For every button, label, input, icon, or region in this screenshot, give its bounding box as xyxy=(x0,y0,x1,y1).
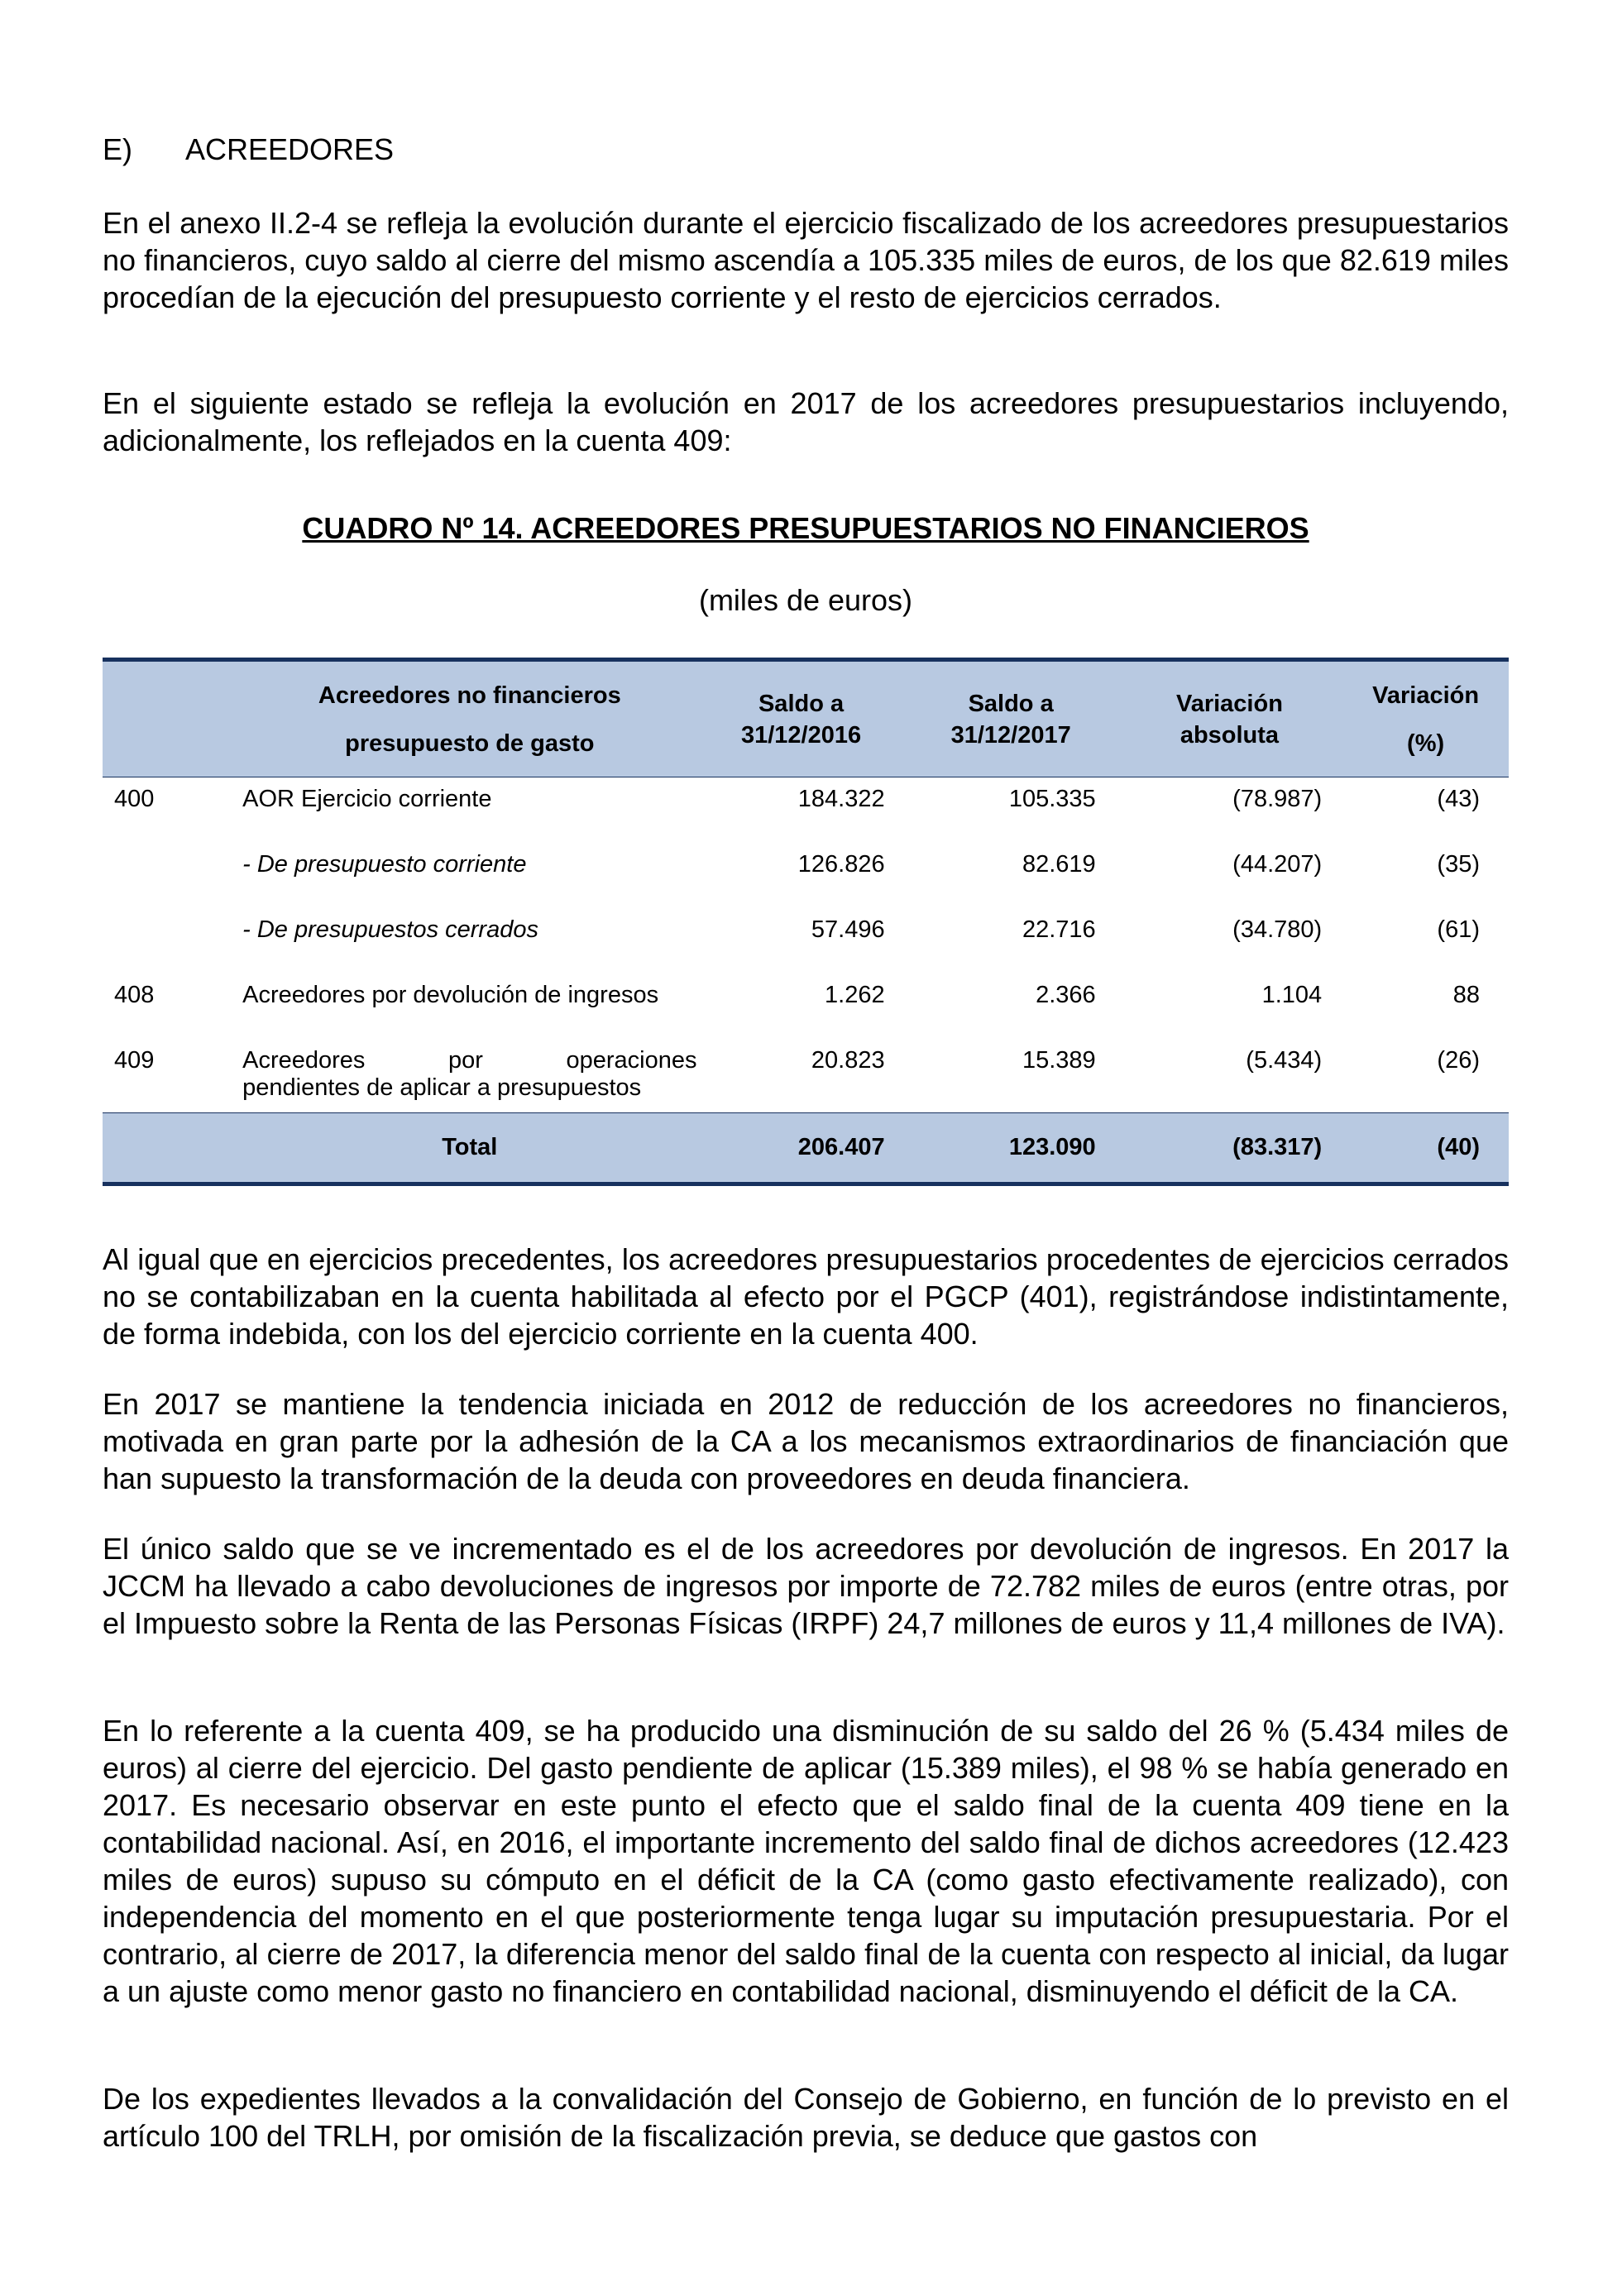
header-description-line2: presupuesto de gasto xyxy=(345,729,595,757)
row-saldo-2016: 20.823 xyxy=(811,1046,885,1074)
total-label: Total xyxy=(242,1113,696,1184)
row-description: - De presupuestos cerrados xyxy=(242,916,538,943)
total-saldo-2017: 123.090 xyxy=(906,1113,1117,1184)
row-variacion-pct: (61) xyxy=(1437,916,1480,943)
paragraph-2: En el siguiente estado se refleja la evolución en 2017 de los acreedores presupuestarios incluyendo, adicionalmente, los reflejados en la cuenta 409: xyxy=(103,386,1509,457)
row-variacion-absoluta: (5.434) xyxy=(1246,1046,1323,1074)
header-saldo-2016-line2: 31/12/2016 xyxy=(740,721,862,749)
header-variacion-pct-line2: (%) xyxy=(1407,729,1445,757)
paragraph-3: Al igual que en ejercicios precedentes, los acreedores presupuestarios procedentes de ejercicios cerrados no se contabilizaban en la cuenta habilitada al efecto por el PGCP (401), registrándose indistintamente, de forma indebida, con los del ejercicio corriente en la cuenta 400. xyxy=(103,1242,1509,1351)
header-saldo-2016 xyxy=(696,660,905,777)
total-code xyxy=(103,1113,242,1184)
row-variacion-absoluta: 1.104 xyxy=(1261,981,1323,1008)
table-total-row xyxy=(103,1113,1509,1184)
row-saldo-2017: 82.619 xyxy=(1022,850,1096,878)
row-saldo-2017: 2.366 xyxy=(1036,981,1096,1008)
section-heading xyxy=(103,132,394,167)
row-variacion-pct: (26) xyxy=(1437,1046,1480,1074)
table-row xyxy=(103,1039,1509,1113)
table-header-row xyxy=(103,660,1509,777)
row-saldo-2016: 184.322 xyxy=(797,786,885,812)
total-variacion-absoluta: (83.317) xyxy=(1117,1113,1343,1184)
header-saldo-2016-line1: Saldo a xyxy=(758,690,845,717)
row-code: 408 xyxy=(114,981,155,1008)
table-unit: (miles de euros) xyxy=(698,583,913,617)
header-variacion-absoluta-line2: absoluta xyxy=(1180,721,1280,749)
row-variacion-pct: (35) xyxy=(1437,850,1480,878)
total-variacion-pct: (40) xyxy=(1342,1113,1509,1184)
header-variacion-pct xyxy=(1342,660,1509,777)
header-saldo-2017-line1: Saldo a xyxy=(968,690,1054,717)
paragraph-6: En lo referente a la cuenta 409, se ha producido una disminución de su saldo del 26 % (5.434 miles de euros) al cierre del ejercicio. Del gasto pendiente de aplicar (15.389 miles), el 98 % se había generado en 2017. Es necesario observar en este punto el efecto que el saldo final de la cuenta 409 tiene en la contabilidad nacional. Así, en 2016, el importante incremento del saldo final de dichos acreedores (12.423 miles de euros) supuso su cómputo en el déficit de la CA (como gasto efectivamente realizado), con independencia del momento en el que posteriormente tenga lugar su imputación presupuestaria. Por el contrario, al cierre de 2017, la diferencia menor del saldo final de la cuenta con respecto al inicial, da lugar a un ajuste como menor gasto no financiero en contabilidad nacional, disminuyendo el déficit de la CA. xyxy=(103,1714,1509,2008)
row-variacion-pct: (43) xyxy=(1437,786,1480,812)
section-title: ACREEDORES xyxy=(185,132,395,166)
total-saldo-2016: 206.407 xyxy=(696,1113,905,1184)
row-saldo-2016: 126.826 xyxy=(797,850,885,878)
row-description-line2: pendientes de aplicar a presupuestos xyxy=(242,1074,642,1101)
header-saldo-2017 xyxy=(906,660,1117,777)
row-variacion-absoluta: (34.780) xyxy=(1232,916,1323,943)
row-saldo-2017: 22.716 xyxy=(1022,916,1096,943)
paragraph-1: En el anexo II.2-4 se refleja la evolución durante el ejercicio fiscalizado de los acreedores presupuestarios no financieros, cuyo saldo al cierre del mismo ascendía a 105.335 miles de euros, de los que 82.619 miles procedían de la ejecución del presupuesto corriente y el resto de ejercicios cerrados. xyxy=(103,206,1509,314)
header-code xyxy=(103,660,242,777)
row-saldo-2017: 105.335 xyxy=(1008,786,1096,812)
paragraph-7: De los expedientes llevados a la convalidación del Consejo de Gobierno, en función de lo previsto en el artículo 100 del TRLH, por omisión de la fiscalización previa, se deduce que gastos con xyxy=(103,2082,1509,2153)
header-description xyxy=(242,660,696,777)
row-description: Acreedores por devolución de ingresos xyxy=(242,981,659,1008)
row-code: 400 xyxy=(114,786,155,812)
table-row xyxy=(103,777,1509,843)
paragraph-4: En 2017 se mantiene la tendencia iniciada en 2012 de reducción de los acreedores no financieros, motivada en gran parte por la adhesión de la CA a los mecanismos extraordinarios de financiación que han supuesto la transformación de la deuda con proveedores en deuda financiera. xyxy=(103,1387,1509,1495)
header-variacion-pct-line1: Variación xyxy=(1372,682,1480,709)
row-description-line1: Acreedores por operaciones xyxy=(242,1046,697,1074)
row-variacion-absoluta: (44.207) xyxy=(1232,850,1323,878)
row-description: AOR Ejercicio corriente xyxy=(242,786,492,812)
row-variacion-absoluta: (78.987) xyxy=(1232,786,1323,812)
row-variacion-pct: 88 xyxy=(1452,981,1480,1008)
acreedores-table xyxy=(103,658,1509,1186)
section-number: E) xyxy=(103,132,132,166)
header-description-line1: Acreedores no financieros xyxy=(318,682,621,709)
table-row xyxy=(103,973,1509,1039)
row-saldo-2016: 57.496 xyxy=(811,916,885,943)
row-code xyxy=(103,843,242,908)
table-title: CUADRO Nº 14. ACREEDORES PRESUPUESTARIOS NO FINANCIEROS xyxy=(302,511,1309,545)
row-description: - De presupuesto corriente xyxy=(242,850,527,878)
paragraph-5: El único saldo que se ve incrementado es el de los acreedores por devolución de ingresos. En 2017 la JCCM ha llevado a cabo devoluciones de ingresos por importe de 72.782 miles de euros (entre otras, por el Impuesto sobre la Renta de las Personas Físicas (IRPF) 24,7 millones de euros y 11,4 millones de IVA). xyxy=(103,1532,1509,1640)
table-row xyxy=(103,908,1509,973)
table-row xyxy=(103,843,1509,908)
header-variacion-absoluta-line1: Variación xyxy=(1175,690,1283,717)
row-code: 409 xyxy=(114,1046,155,1074)
header-variacion-absoluta xyxy=(1117,660,1343,777)
row-saldo-2017: 15.389 xyxy=(1022,1046,1096,1074)
row-code xyxy=(103,908,242,973)
header-saldo-2017-line2: 31/12/2017 xyxy=(950,721,1071,749)
row-description xyxy=(242,1039,696,1113)
row-saldo-2016: 1.262 xyxy=(825,981,885,1008)
